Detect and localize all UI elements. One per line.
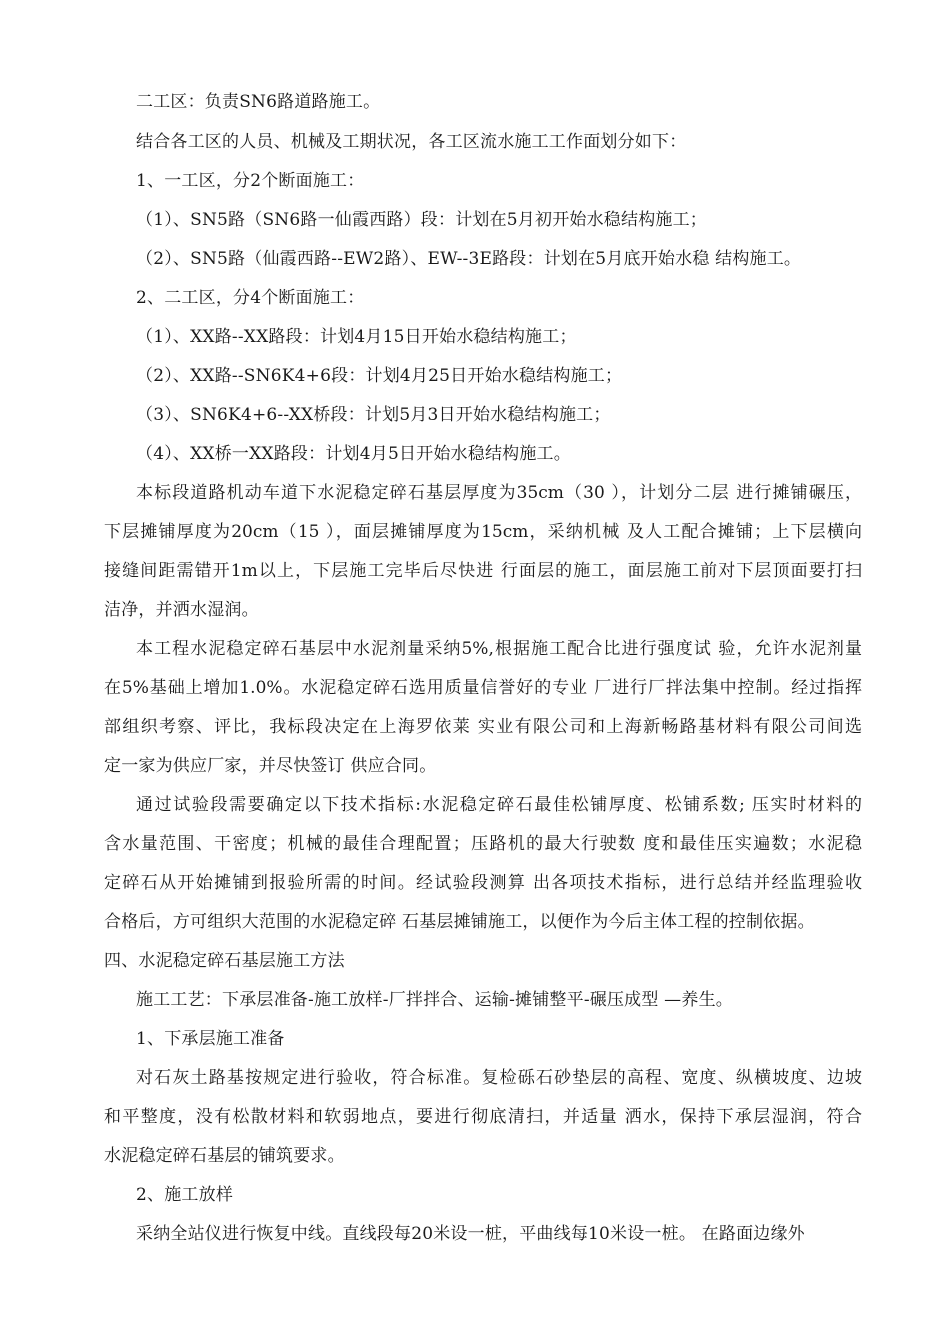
paragraph-line: 洁净，并洒水湿润。 [104,600,259,620]
paragraph-line: 采纳全站仪进行恢复中线。直线段每20米设一桩，平曲线每10米设一桩。 在路面边缘外 [136,1224,805,1244]
paragraph-line: 通过试验段需要确定以下技术指标:水泥稳定碎石最佳松铺厚度、松铺系数; 压实时材料的 [136,795,862,815]
list-item: （2）、SN5路（仙霞西路--EW2路）、EW--3E路段：计划在5月底开始水稳 结构施工。 [136,249,802,269]
paragraph-line: 合格后，方可组织大范围的水泥稳定碎 石基层摊铺施工，以便作为今后主体工程的控制依据。 [104,912,815,932]
list-heading: 1、一工区，分2个断面施工： [136,171,365,191]
list-heading: 2、二工区，分4个断面施工： [136,288,365,308]
paragraph-line: 在5%基础上增加1.0%。水泥稳定碎石选用质量信誉好的专业 厂进行厂拌法集中控制。经过指挥 [104,678,862,698]
list-item: （2）、XX路--SN6K4+6段：计划4月25日开始水稳结构施工； [136,366,623,386]
paragraph-line: 含水量范围、干密度；机械的最佳合理配置；压路机的最大行驶数 度和最佳压实遍数；水泥稳 [104,834,862,854]
section-heading: 四、水泥稳定碎石基层施工方法 [104,951,345,971]
paragraph-line: 水泥稳定碎石基层的铺筑要求。 [104,1146,345,1166]
list-item: （3）、SN6K4+6--XX桥段：计划5月3日开始水稳结构施工； [136,405,611,425]
list-item: （1）、SN5路（SN6路一仙霞西路）段：计划在5月初开始水稳结构施工； [136,210,708,230]
subsection-heading: 1、下承层施工准备 [136,1029,285,1049]
paragraph-line: 下层摊铺厚度为20cm（15 ），面层摊铺厚度为15cm，采纳机械 及人工配合摊铺；上下层横向 [104,522,862,542]
paragraph-line: 和平整度，没有松散材料和软弱地点，要进行彻底清扫，并适量 洒水，保持下承层湿润，符合 [104,1107,862,1127]
list-item: （4）、XX桥一XX路段：计划4月5日开始水稳结构施工。 [136,444,571,464]
paragraph-line: 本工程水泥稳定碎石基层中水泥剂量采纳5%,根据施工配合比进行强度试 验，允许水泥剂量 [136,639,862,659]
paragraph-line: 部组织考察、评比，我标段决定在上海罗依莱 实业有限公司和上海新畅路基材料有限公司间选 [104,717,862,737]
list-item: （1）、XX路--XX路段：计划4月15日开始水稳结构施工； [136,327,577,347]
subsection-heading: 2、施工放样 [136,1185,234,1205]
paragraph-line: 对石灰土路基按规定进行验收，符合标准。复检砾石砂垫层的高程、宽度、纵横坡度、边坡 [136,1068,862,1088]
paragraph-line: 施工工艺：下承层准备-施工放样-厂拌拌合、运输-摊铺整平-碾压成型 —养生。 [136,990,733,1010]
paragraph-line: 结合各工区的人员、机械及工期状况，各工区流水施工工作面划分如下： [136,132,687,152]
paragraph-line: 二工区：负责SN6路道路施工。 [136,92,381,112]
paragraph-line: 接缝间距需错开1m以上，下层施工完毕后尽快进 行面层的施工，面层施工前对下层顶面要打扫 [104,561,862,581]
paragraph-line: 本标段道路机动车道下水泥稳定碎石基层厚度为35cm（30 ），计划分二层 进行摊铺碾压， [136,483,862,503]
paragraph-line: 定碎石从开始摊铺到报验所需的时间。经试验段测算 出各项技术指标，进行总结并经监理验收 [104,873,862,893]
paragraph-line: 定一家为供应厂家，并尽快签订 供应合同。 [104,756,437,776]
